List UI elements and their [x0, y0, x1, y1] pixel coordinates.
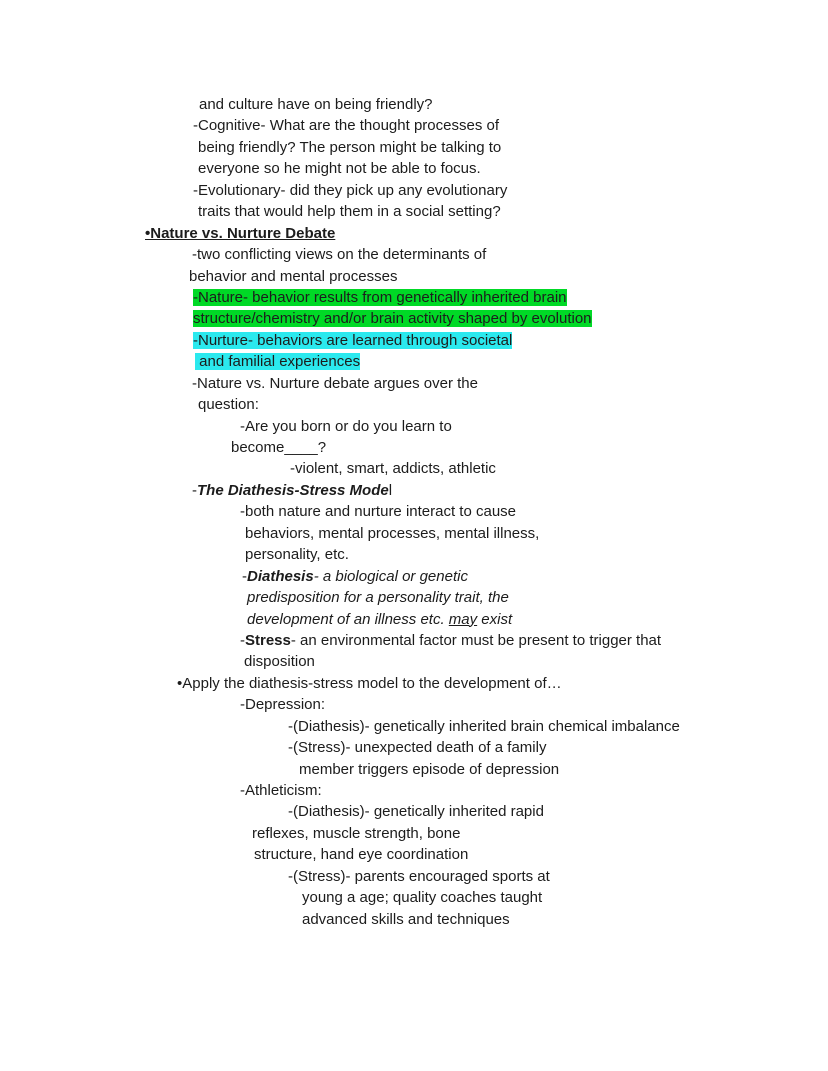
- diathesis-definition: [0, 566, 828, 587]
- line-text: -Nurture- behaviors are learned through societal: [193, 331, 513, 349]
- text-line: [0, 759, 828, 780]
- text-line: [0, 244, 828, 265]
- line-text: -(Diathesis)- genetically inherited rapid: [288, 803, 544, 821]
- text-line: [0, 266, 828, 287]
- text-line: [0, 544, 828, 565]
- stress-definition: [0, 630, 828, 651]
- line-text: disposition: [244, 653, 315, 671]
- text-line: [0, 458, 828, 479]
- text-line: [0, 866, 828, 887]
- line-text: structure/chemistry and/or brain activity shaped by evolution: [193, 310, 592, 328]
- nature-definition-highlighted: [0, 287, 828, 308]
- line-text: -(Diathesis)- genetically inherited brain chemical imbalance: [288, 717, 680, 735]
- line-text: young a age; quality coaches taught: [302, 889, 543, 907]
- line-text: -violent, smart, addicts, athletic: [290, 460, 496, 478]
- line-text: -The Diathesis-Stress Model: [192, 481, 393, 499]
- line-text: -(Stress)- unexpected death of a family: [288, 739, 547, 757]
- text-line: [0, 201, 828, 222]
- text-line: [0, 94, 828, 115]
- text-line: [0, 437, 828, 458]
- line-text: personality, etc.: [245, 546, 349, 564]
- text-line: [0, 887, 828, 908]
- line-text: advanced skills and techniques: [302, 910, 510, 928]
- text-line: [0, 180, 828, 201]
- line-text: -Nature vs. Nurture debate argues over the: [192, 374, 478, 392]
- line-text: -Are you born or do you learn to: [240, 417, 452, 435]
- line-text: -Athleticism:: [240, 782, 322, 799]
- text-line: [0, 823, 828, 844]
- heading-nature-vs-nurture-debate: [0, 223, 828, 244]
- text-line: [0, 737, 828, 758]
- text-line: [0, 694, 828, 715]
- text-line: [0, 373, 828, 394]
- text-line: [0, 501, 828, 522]
- line-text: become____?: [231, 439, 327, 456]
- text-line: [0, 844, 828, 865]
- line-text: member triggers episode of depression: [299, 760, 560, 778]
- line-text: behaviors, mental processes, mental illness,: [245, 524, 540, 542]
- line-text: structure, hand eye coordination: [254, 846, 469, 864]
- line-text: •Apply the diathesis-stress model to the development of…: [177, 674, 562, 692]
- line-text: -Evolutionary- did they pick up any evolutionary: [193, 181, 508, 199]
- diathesis-stress-model-heading: [0, 480, 828, 501]
- nurture-definition-highlighted: [0, 351, 828, 372]
- line-text: -(Stress)- parents encouraged sports at: [288, 867, 550, 885]
- line-text: -Diathesis- a biological or genetic: [242, 567, 468, 585]
- text-line: [0, 587, 828, 608]
- line-text: predisposition for a personality trait, the: [247, 589, 509, 607]
- line-text: traits that would help them in a social setting?: [198, 203, 501, 221]
- text-line: [0, 780, 828, 801]
- line-text: -Cognitive- What are the thought processes of: [193, 117, 499, 135]
- line-text: -both nature and nurture interact to cause: [240, 503, 517, 521]
- line-text: and familial experiences: [195, 353, 361, 371]
- nurture-definition-highlighted: [0, 330, 828, 351]
- text-line: [0, 801, 828, 822]
- line-text: behavior and mental processes: [189, 267, 398, 285]
- apply-diathesis-stress-bullet: [0, 673, 828, 694]
- line-text: being friendly? The person might be talking to: [198, 138, 502, 156]
- text-line: [0, 609, 828, 630]
- line-text: development of an illness etc. may exist: [247, 610, 513, 628]
- line-text: -Nature- behavior results from genetically inherited brain: [193, 288, 567, 306]
- text-line: [0, 716, 828, 737]
- text-line: [0, 523, 828, 544]
- nature-definition-highlighted: [0, 308, 828, 329]
- text-line: [0, 394, 828, 415]
- line-text: -Depression:: [240, 696, 326, 714]
- text-line: [0, 651, 828, 672]
- line-text: everyone so he might not be able to focus.: [198, 160, 481, 178]
- text-line: [0, 115, 828, 136]
- text-line: [0, 137, 828, 158]
- text-line: [0, 909, 828, 930]
- document-lines: [0, 94, 828, 930]
- text-line: [0, 416, 828, 437]
- line-text: -two conflicting views on the determinants of: [192, 246, 487, 264]
- line-text: •Nature vs. Nurture Debate: [145, 224, 336, 242]
- line-text: question:: [198, 396, 259, 414]
- text-line: [0, 158, 828, 179]
- line-text: reflexes, muscle strength, bone: [252, 824, 461, 842]
- line-text: and culture have on being friendly?: [199, 96, 433, 113]
- line-text: -Stress- an environmental factor must be present to trigger that: [240, 631, 662, 649]
